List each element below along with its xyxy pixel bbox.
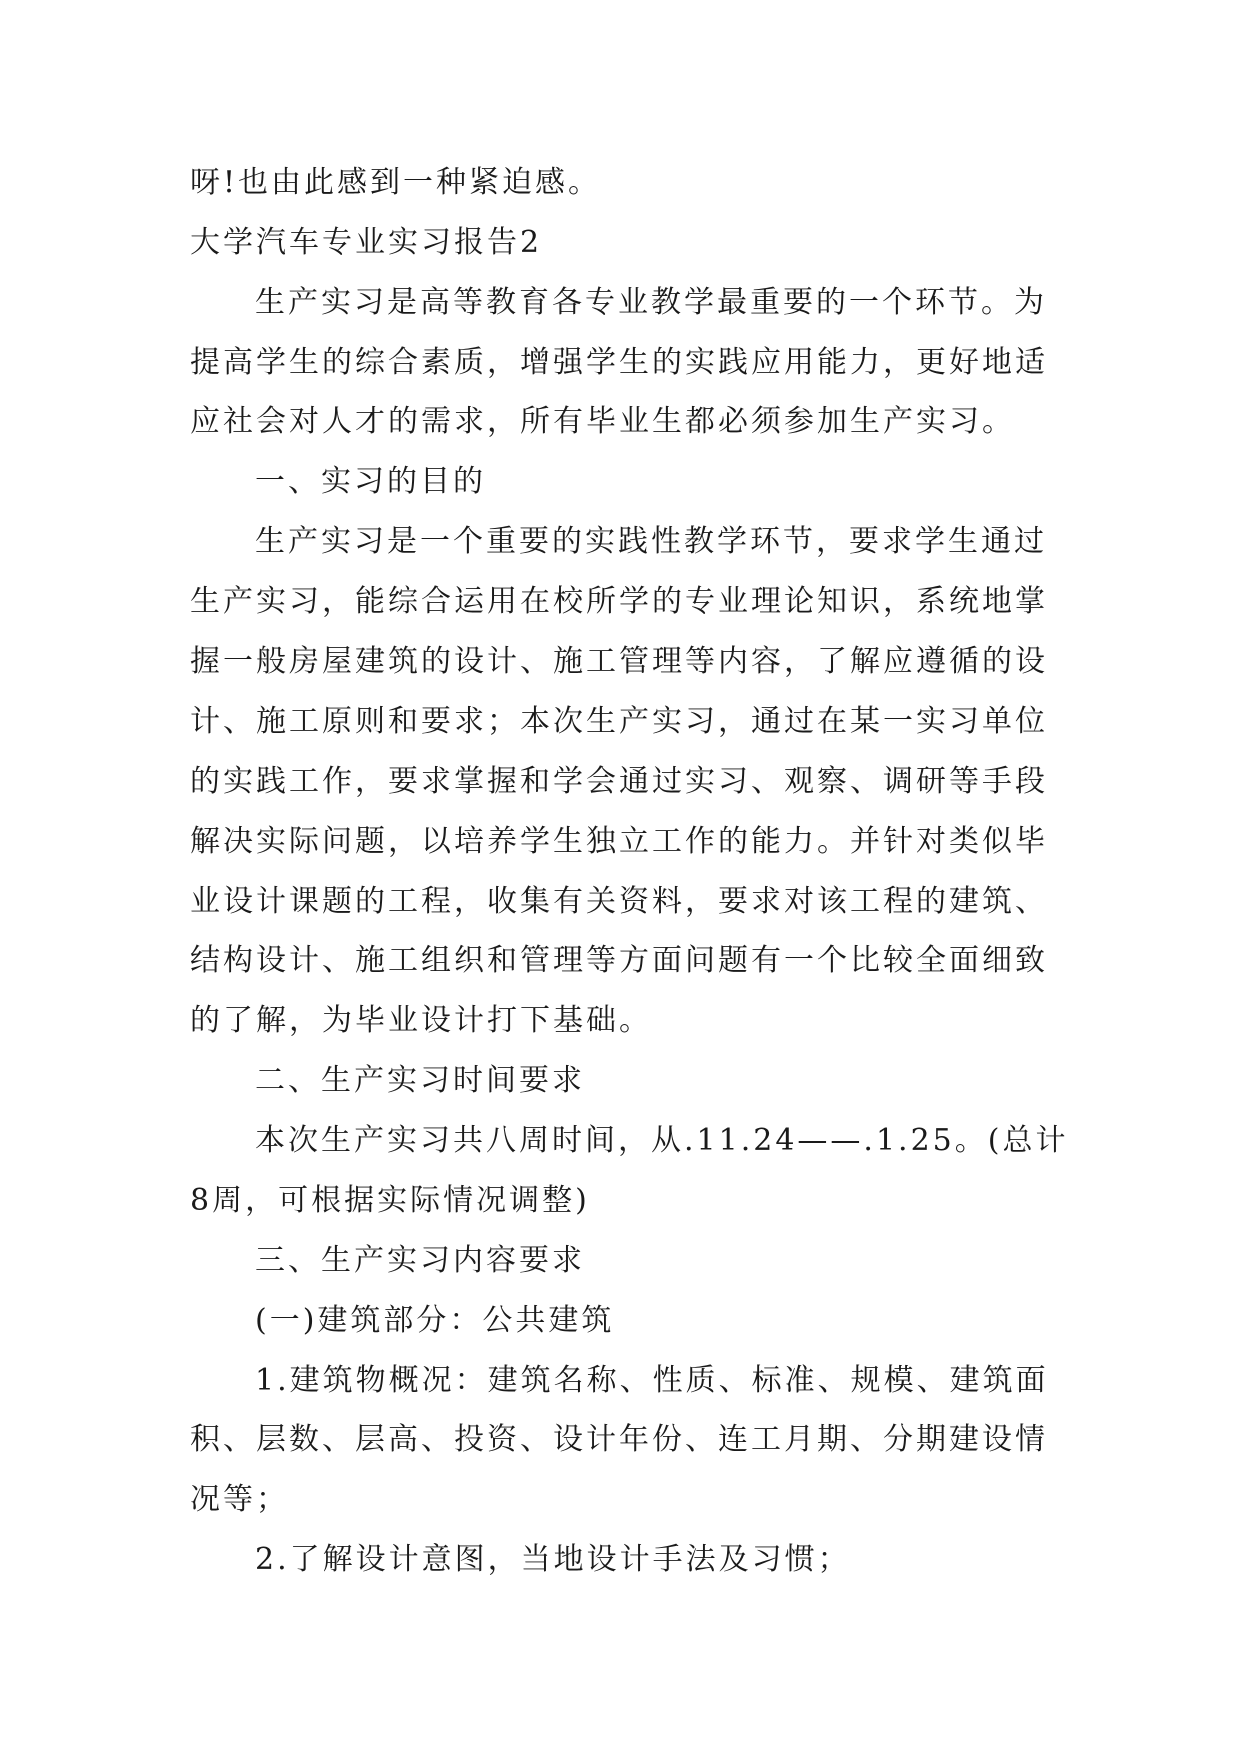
subheading: (一)建筑部分：公共建筑 (255, 1303, 615, 1338)
text-line: 提高学生的综合素质，增强学生的实践应用能力，更好地适 (190, 345, 1048, 380)
text-line: 的实践工作，要求掌握和学会通过实习、观察、调研等手段 (190, 764, 1048, 799)
subheading: 二、生产实习时间要求 (255, 1063, 585, 1098)
text-line: 的了解，为毕业设计打下基础。 (190, 1003, 652, 1038)
text-line: 应社会对人才的需求，所有毕业生都必须参加生产实习。 (190, 404, 1015, 439)
text-line: 握一般房屋建筑的设计、施工管理等内容，了解应遵循的设 (190, 644, 1048, 679)
text-line: 生产实习是一个重要的实践性教学环节，要求学生通过 (255, 524, 1047, 559)
text-line: 生产实习，能综合运用在校所学的专业理论知识，系统地掌 (190, 584, 1048, 619)
text-line: 业设计课题的工程，收集有关资料，要求对该工程的建筑、 (190, 884, 1048, 919)
text-line: 积、层数、层高、投资、设计年份、连工月期、分期建设情 (190, 1422, 1048, 1457)
text-line: 生产实习是高等教育各专业教学最重要的一个环节。为 (255, 285, 1047, 320)
text-line: 结构设计、施工组织和管理等方面问题有一个比较全面细致 (190, 943, 1048, 978)
text-line: 8周，可根据实际情况调整) (190, 1183, 590, 1218)
subheading: 三、生产实习内容要求 (255, 1243, 585, 1278)
section-heading: 大学汽车专业实习报告2 (190, 225, 543, 260)
text-line: 1.建筑物概况：建筑名称、性质、标准、规模、建筑面 (255, 1363, 1049, 1398)
text-line: 解决实际问题，以培养学生独立工作的能力。并针对类似毕 (190, 824, 1048, 859)
subheading: 一、实习的目的 (255, 464, 486, 499)
text-line: 呀!也由此感到一种紧迫感。 (190, 165, 602, 200)
text-line: 本次生产实习共八周时间，从.11.24——.1.25。(总计 (255, 1123, 1069, 1158)
text-line: 计、施工原则和要求；本次生产实习，通过在某一实习单位 (190, 704, 1048, 739)
text-line: 况等； (190, 1482, 289, 1517)
text-line: 2.了解设计意图，当地设计手法及习惯； (255, 1542, 851, 1577)
